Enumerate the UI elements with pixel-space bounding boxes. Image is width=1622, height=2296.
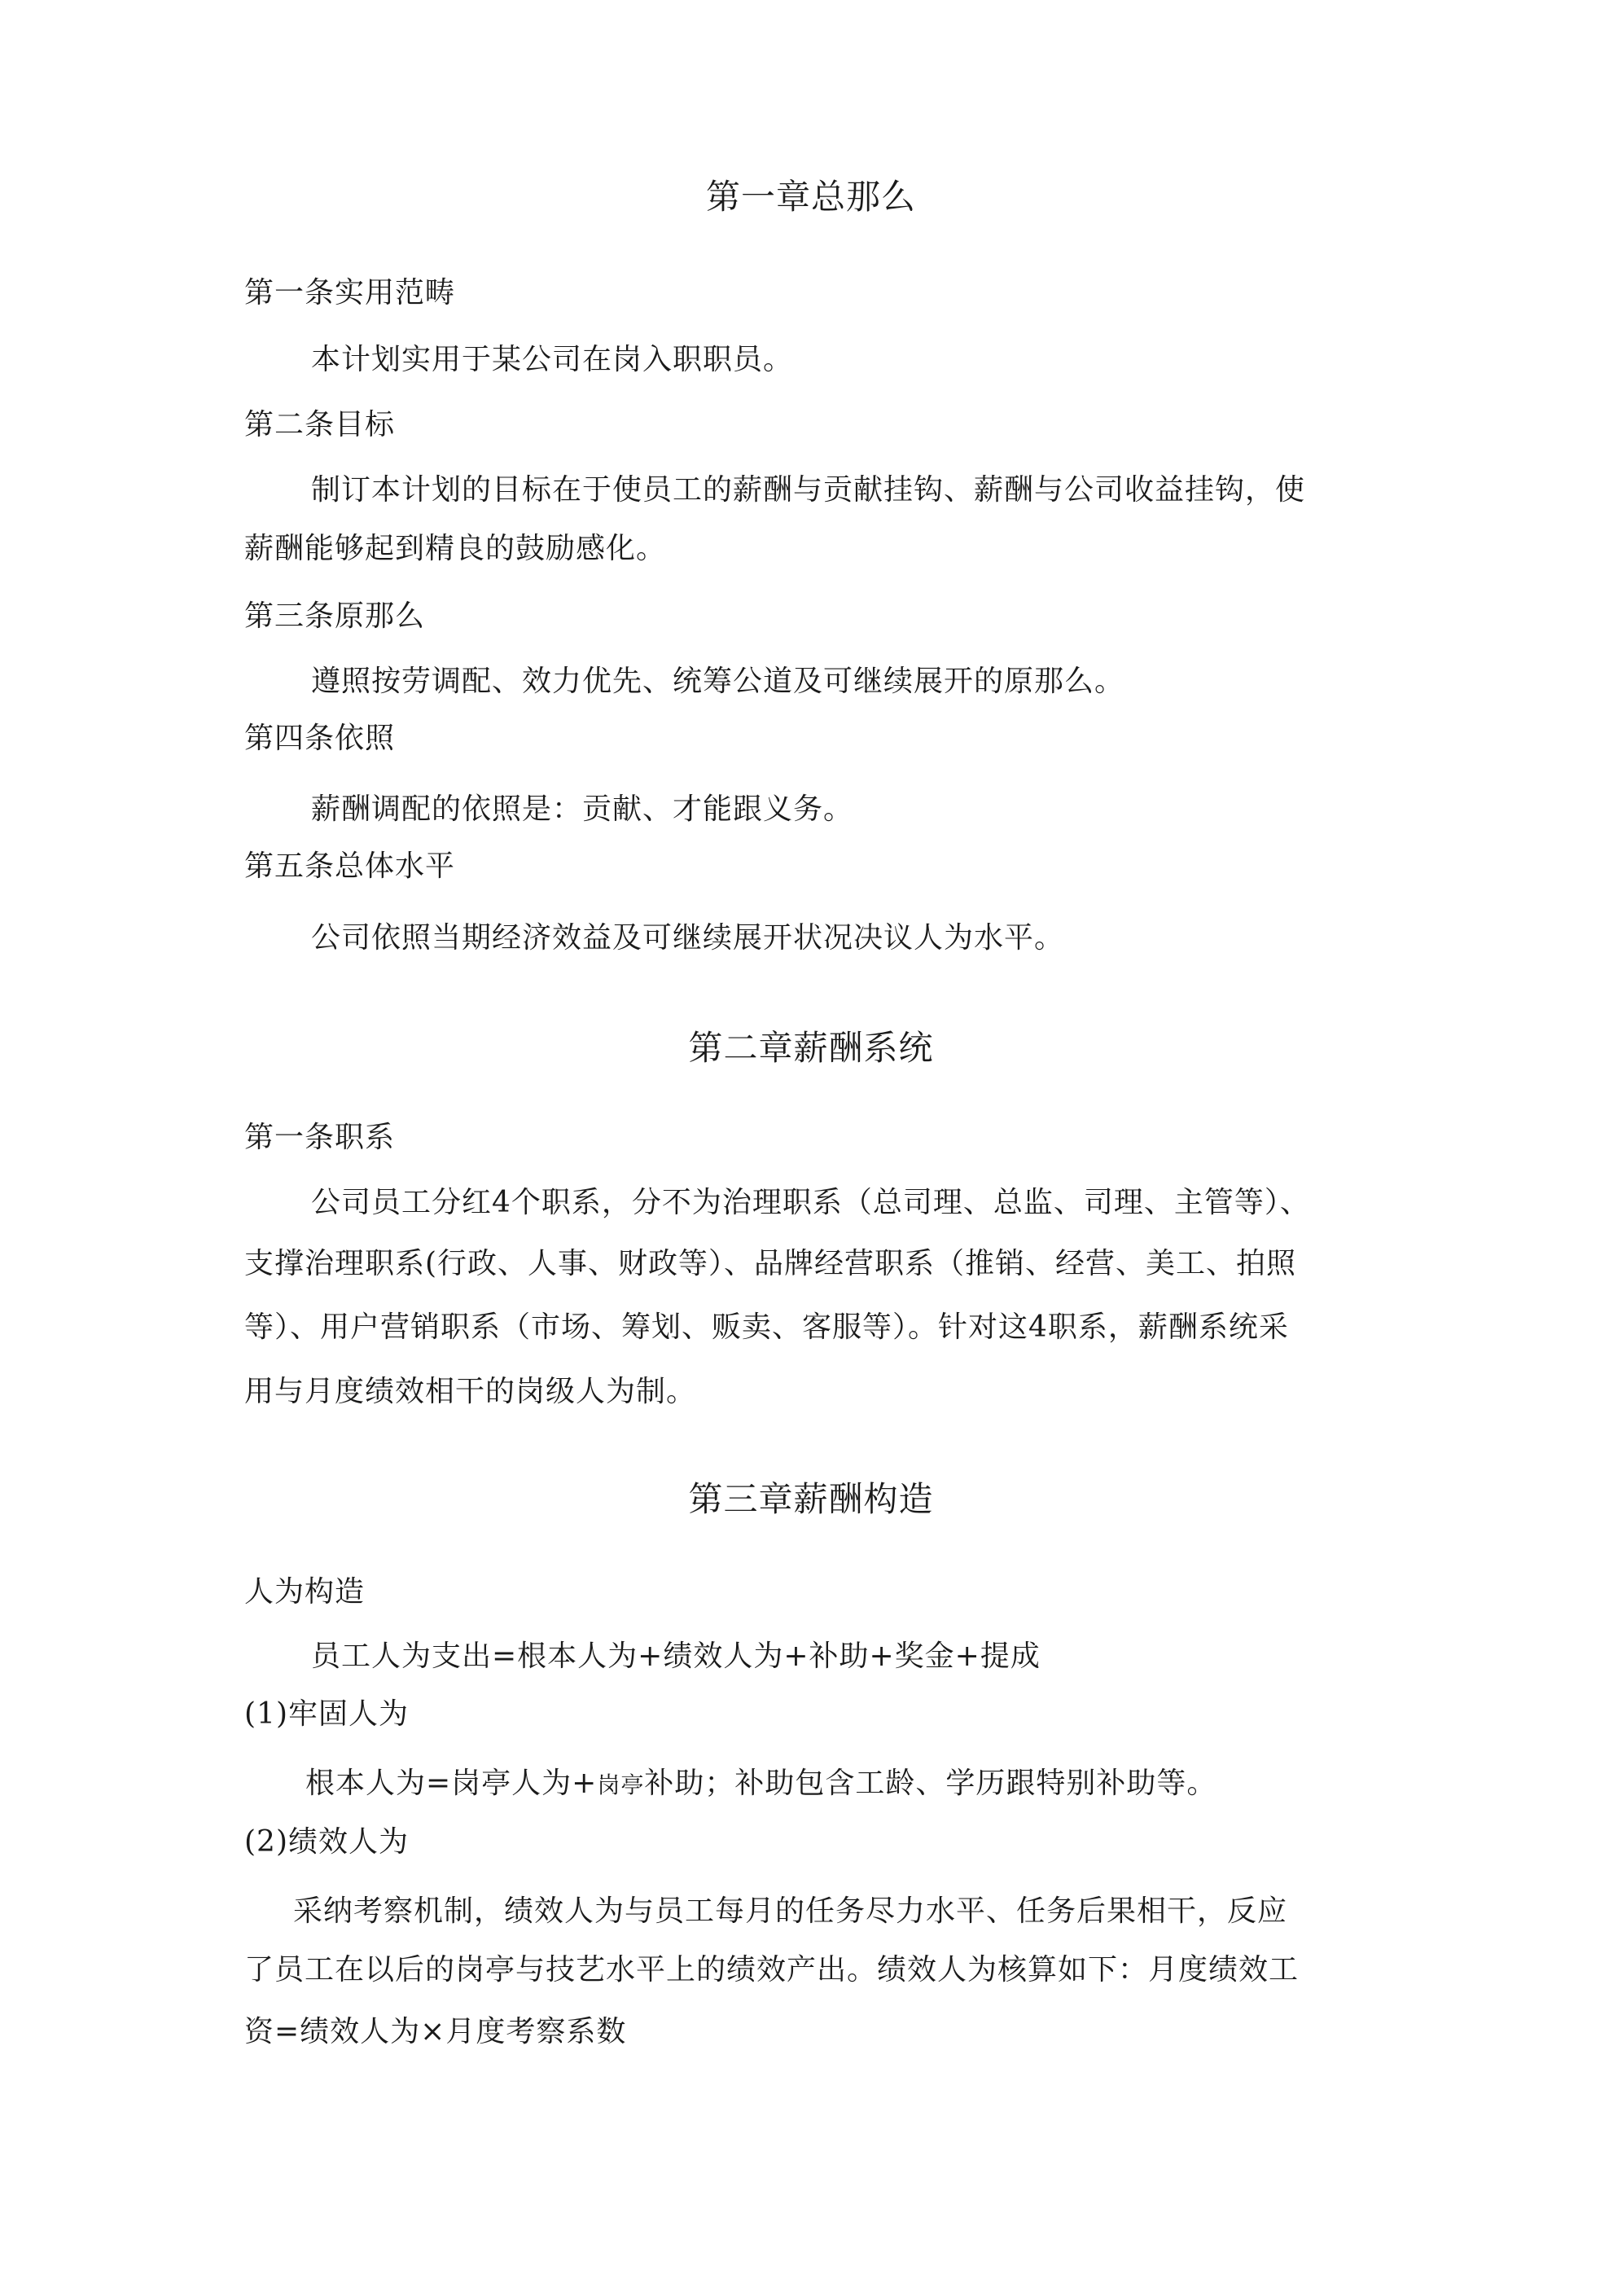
article-text: 公司依照当期经济效益及可继续展开状况决议人为水平。 [311,921,1065,955]
article-heading: (2)绩效人为 [244,1825,409,1859]
chapter-2-title: 第二章薪酬系统 [688,1028,934,1068]
article-heading: 第一条实用范畴 [244,276,456,309]
article-text: 公司员工分红4个职系，分不为治理职系（总司理、总监、司理、主管等）、 [311,1186,1310,1219]
article-text: 薪酬调配的依照是：贡献、才能跟义务。 [311,792,854,826]
article-text: 采纳考察机制，绩效人为与员工每月的任务尽力水平、任务后果相干，反应 [293,1894,1288,1928]
text-part-small: 岗亭 [597,1771,645,1798]
article-text-mixed [305,1766,1216,1803]
article-text: 本计划实用于某公司在岗入职职员。 [311,343,794,376]
article-heading: 人为构造 [244,1575,366,1609]
article-heading: 第三条原那么 [244,599,426,633]
article-text: 员工人为支出=根本人为+绩效人为+补助+奖金+提成 [311,1640,1041,1673]
article-heading: 第四条依照 [244,722,396,755]
article-heading: 第二条目标 [244,408,396,441]
text-part: 补助；补助包含工龄、学历跟特别补助等。 [644,1767,1217,1800]
article-text: 支撑治理职系(行政、人事、财政等）、品牌经营职系（推销、经营、美工、拍照 [244,1247,1297,1280]
article-heading: 第五条总体水平 [244,849,456,883]
article-heading: 第一条职系 [244,1121,396,1154]
article-text: 等）、用户营销职系（市场、筹划、贩卖、客服等）。针对这4职系，薪酬系统采 [244,1310,1289,1344]
chapter-1-title: 第一章总那么 [705,177,916,217]
article-text: 制订本计划的目标在于使员工的薪酬与贡献挂钩、薪酬与公司收益挂钩，使 [311,473,1306,507]
article-text: 用与月度绩效相干的岗级人为制。 [244,1375,697,1408]
article-text: 了员工在以后的岗亭与技艺水平上的绩效产出。绩效人为核算如下：月度绩效工 [244,1953,1300,1987]
article-heading: (1)牢固人为 [244,1697,409,1731]
article-text: 遵照按劳调配、效力优先、统筹公道及可继续展开的原那么。 [311,665,1125,698]
article-text: 资=绩效人为×月度考察系数 [244,2015,627,2048]
text-part: 根本人为=岗亭人为+ [305,1767,598,1800]
chapter-3-title: 第三章薪酬构造 [688,1479,934,1519]
article-text: 薪酬能够起到精良的鼓励感化。 [244,532,667,565]
